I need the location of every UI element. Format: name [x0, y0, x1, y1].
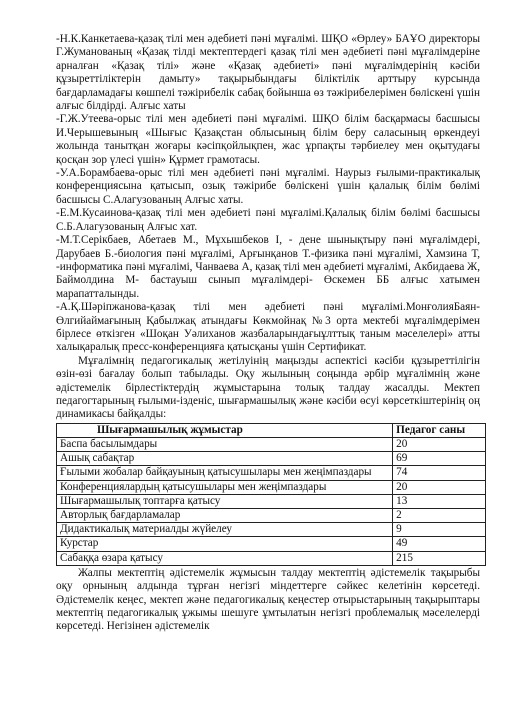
table-row — [57, 452, 486, 466]
table-row — [57, 437, 486, 451]
table-row — [57, 523, 486, 537]
work-name-cell: Ғылыми жобалар байқауының қатысушылары мен жеңімпаздары — [57, 466, 393, 480]
creative-works-table — [56, 423, 486, 566]
award-paragraph-5: -М.Т.Серікбаев, Абетаев М., Мұхышбеков І, - дене шынықтыру пәні мұғалімдері, Дарубаев Б.-биология пәні мұғалімі, Арғынқанов Т.-физика пәні мұғалімі, Хамзина Т, -информатика пәні мұғалімі, Чанваева А, қазақ тілі мен әдебиеті мұғалімі, Акбидаева Ж, Баймолдина М- бастауыш сынып мұғалімдері- Өскемен ББ алғыс хатымен марапатталынды. — [56, 234, 480, 300]
teacher-count-cell: 9 — [393, 523, 486, 537]
work-name-cell: Ашық сабақтар — [57, 452, 393, 466]
award-paragraph-3: -У.А.Борамбаева-орыс тілі мен әдебиеті пәні мұғалімі. Наурыз ғылыми-практикалық конференциясына қатысып, озық тәжірибе бөліскені үшін қалалық білім бөлімі басшысы С.Алагузованың Алғыс хаты. — [56, 167, 480, 206]
award-paragraph-4: -Е.М.Кусаинова-қазақ тілі мен әдебиеті пәні мұғалімі.Қалалық білім бөлімі басшысы С.Б.Алагузованың Алғыс хат. — [56, 207, 480, 233]
work-name-cell: Дидактикалық материалды жүйелеу — [57, 523, 393, 537]
intro-paragraph: Мұғалімнің педагогикалық жетілуінің маңызды аспектісі кәсіби құзыреттілігін өзін-өзі бағалау болып табылады. Оқу жылының соңында әрбір мұғалімнің және әдістемелік бірлестіктердің жұмыстарына толық талдау жасалды. Мектеп педагогтарының ғылыми-ізденіс, шығармашылық және кәсіби өсуі көрсеткіштерінің оң динамикасы байқалды: — [56, 354, 480, 421]
conclusion-paragraph: Жалпы мектептің әдістемелік жұмысын талдау мектептің әдістемелік тақырыбы оқу орнының алдында тұрған негізгі міндеттерге сәйкес келетінін көрсетеді. Әдістемелік кеңес, мектеп және педагогикалық кеңестер отырыстарының тақырыптары мектептің педагогикалық ұжымы шешуге ұмтылатын негізгі проблемалық мәселелерді көрсетеді. Негізінен әдістемелік — [56, 566, 480, 633]
work-name-cell: Конференциялардың қатысушылары мен жеңімпаздары — [57, 480, 393, 494]
table-row — [57, 537, 486, 551]
table-header-row — [57, 423, 486, 437]
table-row — [57, 494, 486, 508]
teacher-count-cell: 13 — [393, 494, 486, 508]
column-header-count: Педагог саны — [393, 423, 486, 437]
teacher-count-cell: 2 — [393, 509, 486, 523]
work-name-cell: Авторлық бағдарламалар — [57, 509, 393, 523]
table-row — [57, 551, 486, 565]
table-row — [57, 480, 486, 494]
award-paragraph-6: -А.Қ.Шәріпжанова-қазақ тілі мен әдебиеті пәні мұғалімі.МонғолияБаян-Өлгийаймағының Қабылжақ атындағы Көкмойнақ №3 орта мектебі мұғалімдерімен бірлесе өткізген «Шоқан Уәлиханов жазбаларындағыұлттық таным мәселелері» атты халықаралық пресс-конференцияға қатысқаны үшін Сертификат. — [56, 301, 480, 354]
award-paragraph-1: -Н.К.Канкетаева-қазақ тілі мен әдебиеті пәні мұғалімі. ШҚО «Өрлеу» БАҰО директоры Г.Жуманованың «Қазақ тілді мектептердегі қазақ тілі мен әдебиеті пәні мұғалімдеріне арналған «Қазақ тілі» және «Қазақ әдебиеті» пәні мұғалімдерінің кәсіби құзыреттіліктерін дамыту» тақырыбындағы біліктілік арттыру курсында бағдарламадағы көшпелі тәжірибелік сабақ бойынша өз тәжірибелерімен бөліскені үшін алғыс білдірді. Алғыс хаты — [56, 33, 480, 113]
teacher-count-cell: 74 — [393, 466, 486, 480]
teacher-count-cell: 20 — [393, 480, 486, 494]
award-paragraph-2: -Г.Ж.Утеева-орыс тілі мен әдебиеті пәні мұғалімі. ШҚО білім басқармасы басшысы И.Черышевының «Шығыс Қазақстан облысының білім беру саласының өркендеуі жолында танытқан жоғары кәсіпқойлықпен, жас ұрпақты тәрбиелеу мен оқытудағы қосқан зор үлесі үшін» Құрмет грамотасы. — [56, 113, 480, 166]
teacher-count-cell: 215 — [393, 551, 486, 565]
work-name-cell: Курстар — [57, 537, 393, 551]
teacher-count-cell: 49 — [393, 537, 486, 551]
column-header-works: Шығармашылық жұмыстар — [57, 423, 393, 437]
table-row — [57, 509, 486, 523]
table-row — [57, 466, 486, 480]
work-name-cell: Сабаққа өзара қатысу — [57, 551, 393, 565]
work-name-cell: Баспа басылымдары — [57, 437, 393, 451]
teacher-count-cell: 20 — [393, 437, 486, 451]
work-name-cell: Шығармашылық топтарға қатысу — [57, 494, 393, 508]
teacher-count-cell: 69 — [393, 452, 486, 466]
